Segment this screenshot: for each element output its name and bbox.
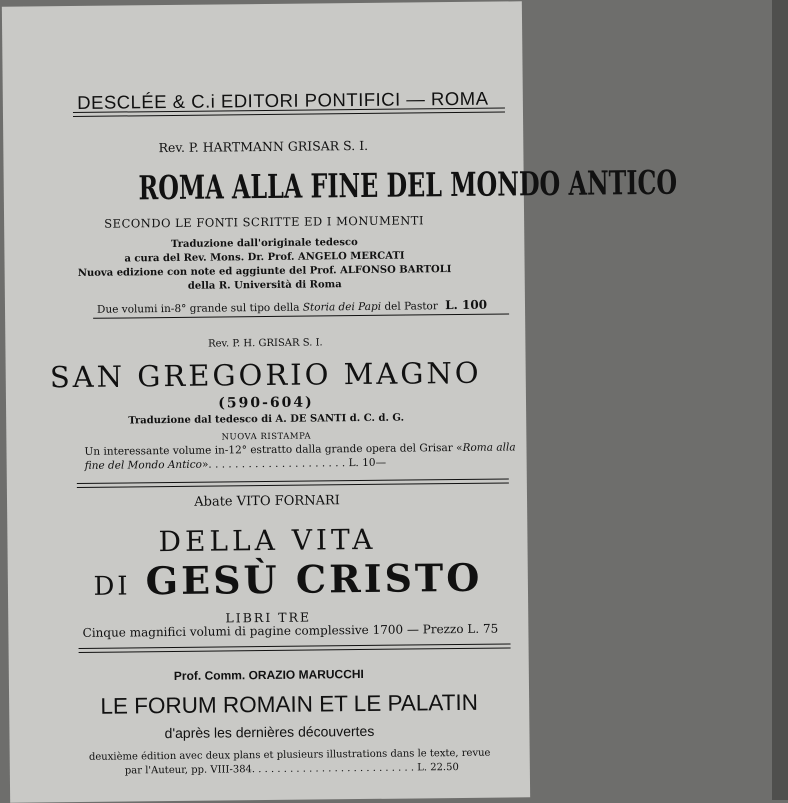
book2-desc-a: Un interessante volume in-12° estratto dalla grande opera del Grisar «	[84, 441, 463, 458]
book2-title: SAN GREGORIO MAGNO	[49, 355, 482, 395]
book4-sub: d'après les dernières découvertes	[164, 722, 375, 742]
book3-price: Cinque magnifici volumi di pagine complessive 1700 — Prezzo L. 75	[82, 621, 499, 640]
book1-price-line	[97, 298, 487, 316]
book2-desc-line2	[85, 457, 387, 472]
book1-price-b: Storia dei Papi	[302, 300, 382, 314]
book3-author: Abate VITO FORNARI	[194, 493, 340, 510]
book4-author: Prof. Comm. ORAZIO MARUCCHI	[173, 666, 364, 683]
advertisement-page	[2, 1, 678, 802]
book1-line2: a cura del Rev. Mons. Dr. Prof. ANGELO MERCATI	[124, 250, 405, 265]
book1-subtitle: SECONDO LE FONTI SCRITTE ED I MONUMENTI	[104, 213, 425, 231]
book4-line2: par l'Auteur, pp. VIII-384. . . . . . . . . . . . . . . . . . . . . . . . . . L. 22.50	[124, 762, 459, 777]
book3-title2	[38, 554, 538, 604]
book3-title2-main: GESÙ CRISTO	[145, 554, 483, 604]
book3-sub: LIBRI TRE	[225, 609, 312, 626]
book2-line2: NUOVA RISTAMPA	[221, 431, 312, 443]
book1-line1: Traduzione dall'originale tedesco	[170, 237, 358, 250]
book3-title2-di: DI	[93, 571, 131, 602]
book4-line1: deuxième édition avec deux plans et plusieurs illustrations dans le texte, revue	[88, 747, 491, 763]
book2-double-rule	[77, 478, 509, 488]
book1-title-wrap	[34, 162, 678, 209]
book2-years: (590-604)	[218, 394, 314, 412]
book1-price-c: del Pastor	[384, 300, 438, 313]
publisher-name: DESCLÉE & C.i EDITORI PONTIFICI — ROMA	[77, 87, 489, 113]
book2-author: Rev. P. H. GRISAR S. I.	[208, 337, 323, 350]
book2-desc-c: fine del Mondo Antico	[84, 458, 203, 472]
book2-desc-line1	[84, 441, 515, 458]
book1-price-value: L. 100	[445, 297, 488, 313]
page-edge-shadow	[772, 0, 788, 800]
book4-title: LE FORUM ROMAIN ET LE PALATIN	[100, 689, 479, 719]
book3-double-rule	[79, 643, 511, 653]
book2-desc-d: ». . . . . . . . . . . . . . . . . . . . . L. 10—	[201, 456, 387, 471]
book1-price-a: Due volumi in-8° grande sul tipo della	[96, 301, 300, 316]
book1-line4: della R. Università di Roma	[187, 279, 342, 292]
book3-title1: DELLA VITA	[158, 522, 377, 559]
book2-line1: Traduzione dal tedesco di A. DE SANTI d. C. d. G.	[128, 412, 405, 427]
book2-desc-b: Roma alla	[462, 441, 516, 454]
book1-title: ROMA ALLA FINE DEL MONDO ANTICO	[138, 162, 678, 208]
book1-author: Rev. P. HARTMANN GRISAR S. I.	[158, 137, 369, 156]
book1-line3: Nuova edizione con note ed aggiunte del Prof. ALFONSO BARTOLI	[77, 264, 452, 279]
